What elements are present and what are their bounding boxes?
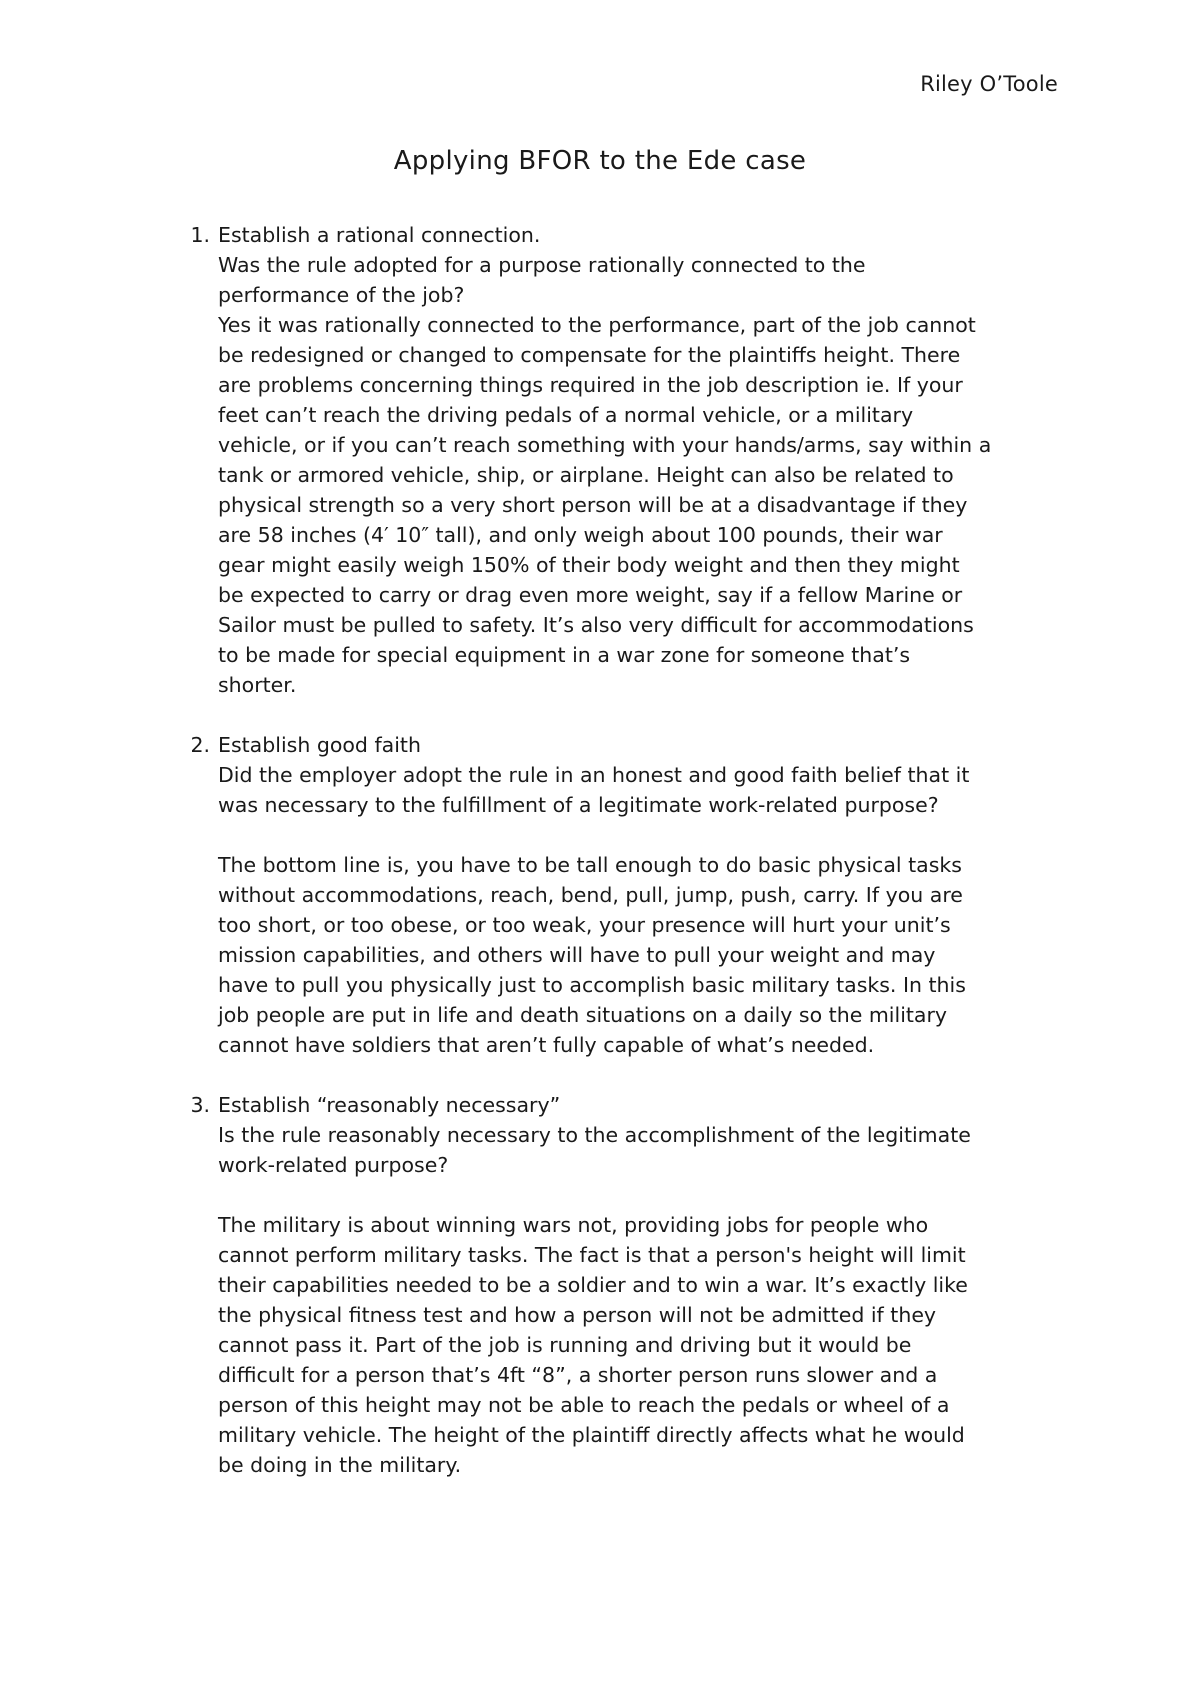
question-line: performance of the job? bbox=[218, 283, 465, 307]
spacer bbox=[218, 1180, 1068, 1210]
answer-line: physical strength so a very short person will be at a disadvantage if they bbox=[218, 493, 968, 517]
answer-line: gear might easily weigh 150% of their body weight and then they might bbox=[218, 553, 960, 577]
answer-line: military vehicle. The height of the plaintiff directly affects what he would bbox=[218, 1423, 965, 1447]
author-name: Riley O’Toole bbox=[920, 72, 1058, 96]
question-line: Did the employer adopt the rule in an honest and good faith belief that it bbox=[218, 763, 970, 787]
item-number: 1. bbox=[190, 223, 210, 247]
answer-line: are 58 inches (4′ 10″ tall), and only weigh about 100 pounds, their war bbox=[218, 523, 943, 547]
answer-line: without accommodations, reach, bend, pull, jump, push, carry. If you are bbox=[218, 883, 963, 907]
answer-line: shorter. bbox=[218, 673, 297, 697]
document-title: Applying BFOR to the Ede case bbox=[393, 146, 807, 176]
list-item-3 bbox=[190, 1090, 1068, 1480]
spacer bbox=[218, 820, 1068, 850]
answer-line: The military is about winning wars not, providing jobs for people who bbox=[218, 1213, 929, 1237]
item-number: 2. bbox=[190, 733, 210, 757]
answer-line: to be made for special equipment in a war zone for someone that’s bbox=[218, 643, 911, 667]
question-line: Is the rule reasonably necessary to the accomplishment of the legitimate bbox=[218, 1123, 971, 1147]
answer-line: mission capabilities, and others will have to pull your weight and may bbox=[218, 943, 936, 967]
answer-line: Sailor must be pulled to safety. It’s also very difficult for accommodations bbox=[218, 613, 974, 637]
item-heading: Establish “reasonably necessary” bbox=[218, 1093, 561, 1117]
numbered-list bbox=[190, 220, 1068, 1480]
answer-line: job people are put in life and death situations on a daily so the military bbox=[218, 1003, 948, 1027]
list-item-2 bbox=[190, 730, 1068, 1060]
answer-line: difficult for a person that’s 4ft “8”, a shorter person runs slower and a bbox=[218, 1363, 938, 1387]
answer-line: their capabilities needed to be a soldier and to win a war. It’s exactly like bbox=[218, 1273, 968, 1297]
answer-line: cannot pass it. Part of the job is running and driving but it would be bbox=[218, 1333, 912, 1357]
question-line: work-related purpose? bbox=[218, 1153, 449, 1177]
answer-line: feet can’t reach the driving pedals of a normal vehicle, or a military bbox=[218, 403, 914, 427]
question-line: Was the rule adopted for a purpose rationally connected to the bbox=[218, 253, 866, 277]
answer-line: Yes it was rationally connected to the performance, part of the job cannot bbox=[218, 313, 976, 337]
answer-line: be doing in the military. bbox=[218, 1453, 462, 1477]
answer-line: have to pull you physically just to accomplish basic military tasks. In this bbox=[218, 973, 966, 997]
item-heading: Establish a rational connection. bbox=[218, 223, 541, 247]
item-number: 3. bbox=[190, 1093, 210, 1117]
answer-line: tank or armored vehicle, ship, or airplane. Height can also be related to bbox=[218, 463, 954, 487]
answer-line: cannot have soldiers that aren’t fully capable of what’s needed. bbox=[218, 1033, 875, 1057]
answer-line: cannot perform military tasks. The fact is that a person's height will limit bbox=[218, 1243, 966, 1267]
answer-line: The bottom line is, you have to be tall enough to do basic physical tasks bbox=[218, 853, 962, 877]
item-heading: Establish good faith bbox=[218, 733, 421, 757]
answer-line: vehicle, or if you can’t reach something with your hands/arms, say within a bbox=[218, 433, 992, 457]
answer-line: be expected to carry or drag even more weight, say if a fellow Marine or bbox=[218, 583, 963, 607]
answer-line: person of this height may not be able to reach the pedals or wheel of a bbox=[218, 1393, 950, 1417]
answer-line: the physical fitness test and how a person will not be admitted if they bbox=[218, 1303, 937, 1327]
spacer bbox=[218, 700, 1068, 730]
answer-line: be redesigned or changed to compensate for the plaintiffs height. There bbox=[218, 343, 961, 367]
answer-line: too short, or too obese, or too weak, your presence will hurt your unit’s bbox=[218, 913, 951, 937]
answer-line: are problems concerning things required in the job description ie. If your bbox=[218, 373, 963, 397]
list-item-1 bbox=[190, 220, 1068, 700]
question-line: was necessary to the fulfillment of a legitimate work-related purpose? bbox=[218, 793, 939, 817]
spacer bbox=[218, 1060, 1068, 1090]
